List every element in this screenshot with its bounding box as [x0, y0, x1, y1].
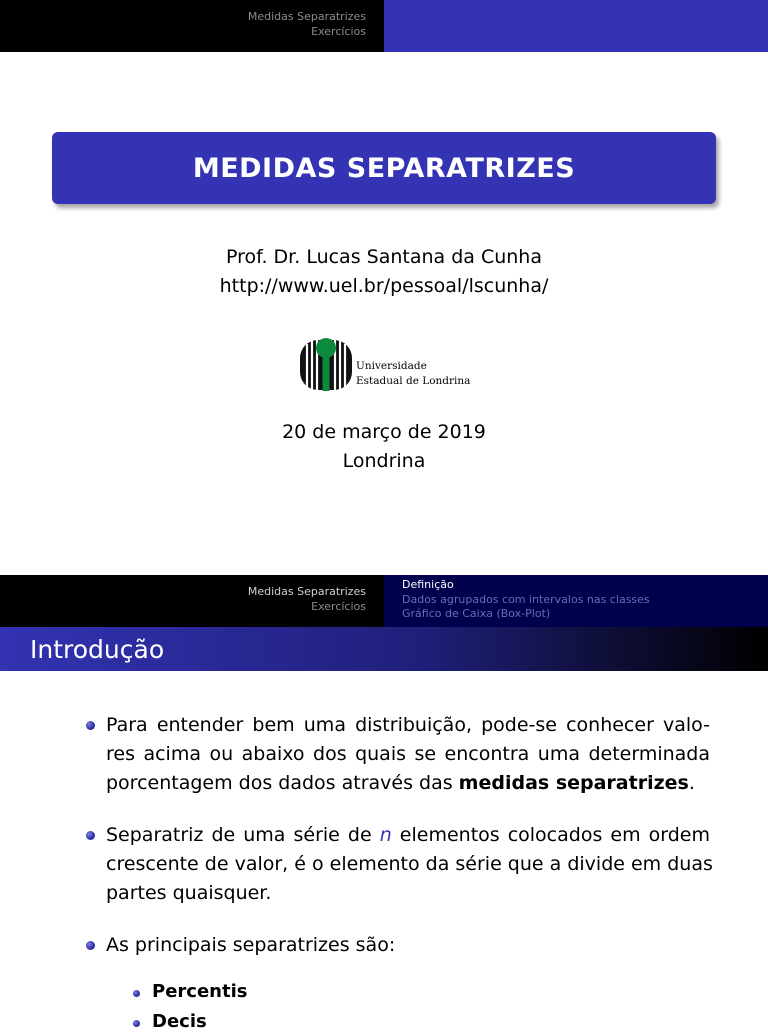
bullet-1-line-1: Para entender bem uma distribuição, pode-se conhecer valo- — [106, 714, 710, 736]
nav-section-dados-agrupados[interactable]: Dados agrupados com intervalos nas classes — [402, 593, 650, 606]
logo-text-line1: Universidade — [356, 360, 427, 372]
header-presentation-title[interactable]: Medidas Separatrizes — [247, 585, 366, 598]
header-presentation-title[interactable]: Medidas Separatrizes — [247, 10, 366, 23]
bullet-icon — [86, 941, 95, 950]
bullet-item-3 — [106, 931, 710, 960]
bullet-2-line-2: crescente de valor, é o elemento da série que a divide em duas — [106, 853, 713, 875]
bullet-1-line-3: porcentagem dos dados através das medidas separatrizes. — [106, 772, 695, 794]
uel-emblem-icon — [299, 336, 353, 392]
bullet-icon — [86, 831, 95, 840]
intro-slide — [0, 575, 768, 1032]
bullet-2-line-3: partes quaisquer. — [106, 882, 272, 904]
university-logo — [299, 336, 469, 392]
sub-bullet-icon — [133, 990, 140, 997]
presentation-title: MEDIDAS SEPARATRIZES — [192, 152, 576, 184]
header-left-panel — [0, 575, 384, 627]
bullet-3-line-1: As principais separatrizes são: — [106, 934, 396, 956]
slide-header — [0, 0, 768, 52]
sub-item-label: Decis — [152, 1011, 207, 1032]
bullet-item-2 — [106, 821, 713, 908]
sub-item-percentis — [152, 981, 247, 1002]
header-section-nav — [384, 575, 768, 627]
header-left-panel — [0, 0, 384, 52]
frame-title: Introdução — [30, 634, 165, 664]
presentation-date: 20 de março de 2019 — [282, 421, 486, 443]
sub-item-label: Percentis — [152, 981, 248, 1002]
author-name: Prof. Dr. Lucas Santana da Cunha — [226, 246, 542, 268]
slide-header — [0, 575, 768, 627]
header-section-name[interactable]: Exercícios — [311, 25, 366, 38]
nav-section-box-plot[interactable]: Gráfico de Caixa (Box-Plot) — [402, 607, 551, 620]
bullet-2-line-1: Separatriz de uma série de n elementos colocados em ordem — [106, 824, 710, 846]
bullet-1-line-2: res acima ou abaixo dos quais se encontra uma determinada — [106, 743, 710, 765]
author-url[interactable]: http://www.uel.br/pessoal/lscunha/ — [219, 275, 549, 297]
bullet-icon — [86, 721, 95, 730]
presentation-place: Londrina — [342, 450, 426, 472]
bullet-item-1 — [106, 711, 710, 798]
nav-section-definicao[interactable]: Definição — [402, 578, 454, 591]
sub-item-decis — [152, 1011, 207, 1032]
frame-title-bar — [0, 627, 768, 671]
title-box — [52, 132, 716, 204]
header-section-name[interactable]: Exercícios — [311, 600, 366, 613]
header-right-panel — [384, 0, 768, 52]
logo-text-line2: Estadual de Londrina — [356, 375, 471, 387]
